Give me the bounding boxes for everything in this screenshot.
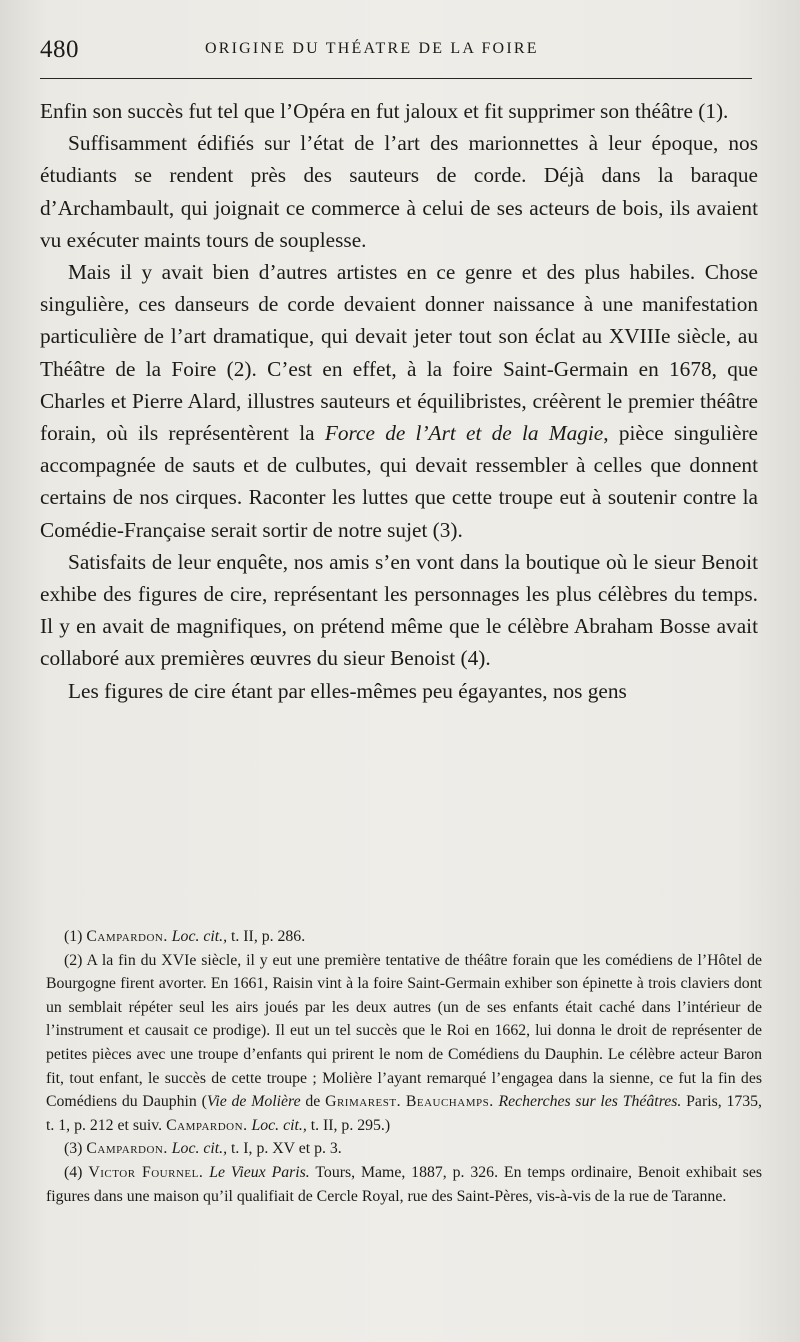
paragraph-5: Les figures de cire étant par elles-mêmes peu égayantes, nos gens bbox=[68, 678, 627, 703]
footnote-2-grimarest: Grimarest. bbox=[325, 1093, 402, 1111]
footnote-2-loc: Loc. cit., bbox=[251, 1116, 307, 1134]
footnote-3-author: Campardon. bbox=[86, 1140, 168, 1158]
footnote-2-de: de bbox=[300, 1093, 326, 1111]
footnote-1-number: (1) bbox=[64, 928, 83, 945]
paragraph-3-text-a: Mais il y avait bien d’autres artistes en ce genre et des plus habiles. Chose singulière, ces danseurs de corde devaient donner naissance à une manifestation particulière de l’art dramatique, qui devait jeter tout son éclat au XVIIIe siècle, au Théâtre de la Foire (2). C’est en effet, à la foire Saint-Germain en 1678, que Charles et Pierre Alard, illustres sauteurs et équilibristes, créèrent le premier théâtre forain, où ils représentèrent la bbox=[40, 260, 758, 446]
footnote-1-rest: t. II, p. 286. bbox=[227, 928, 306, 945]
footnote-1-author: Campardon. bbox=[86, 928, 168, 945]
footnote-3 bbox=[46, 1137, 762, 1161]
footnote-4-title: Le Vieux Paris. bbox=[209, 1163, 310, 1181]
page-number: 480 bbox=[40, 36, 79, 63]
footnote-2-vie: Vie de Molière bbox=[206, 1093, 301, 1111]
footnotes bbox=[46, 925, 762, 1208]
footnote-2-text-b: Paris, 1735, t. 1, p. 212 et suiv. bbox=[46, 1093, 763, 1134]
footnote-2-text-a: (2) A la fin du XVIe siècle, il y eut une première tentative de théâtre forain que les comédiens de l’Hôtel de Bourgogne firent avorter. En 1661, Raisin vint à la foire Saint-Germain exhiber son épinette à trois claviers dont un semblait répéter seul les airs joués par les deux autres (un de ses enfants était caché dans l’intérieur de l’instrument et causait ce prodige). Il eut un tel succès que le Roi en 1662, lui donna le droit de représenter de petites pièces avec une troupe d’enfants qui prirent le nom de Comédiens du Dauphin. Le célèbre acteur Baron fit, tout enfant, le succès de cette troupe ; Molière l’ayant remarqué l’engagea dans la sienne, ce fut la fin des Comédiens du Dauphin ( bbox=[46, 951, 762, 1111]
paragraph-3 bbox=[40, 256, 758, 546]
header-rule bbox=[40, 78, 752, 79]
running-head: ORIGINE DU THÉATRE DE LA FOIRE bbox=[205, 40, 539, 57]
footnote-4-rest: Tours, Mame, 1887, p. 326. En temps ordinaire, Benoit exhibait ses figures dans une maison qu’il qualifiait de Cercle Royal, rue des Saint-Pères, vis-à-vis de la rue de Taranne. bbox=[46, 1163, 762, 1205]
footnote-2-recherches: Recherches sur les Théâtres. bbox=[498, 1093, 682, 1111]
paragraph-3-text-b: , pièce singulière accompagnée de sauts et de culbutes, qui devait ressembler à celles que donnent certains de nos cirques. Raconter les luttes que cette troupe eut à soutenir contre la Comédie-Française serait sortir de notre sujet (3). bbox=[40, 421, 758, 542]
footnote-3-number: (3) bbox=[64, 1140, 83, 1158]
paragraph-1: Enfin son succès fut tel que l’Opéra en fut jaloux et fit supprimer son théâtre (1). bbox=[40, 99, 729, 123]
footnote-4-author: Victor Fournel. bbox=[88, 1163, 204, 1181]
footnote-3-citation: Loc. cit., bbox=[171, 1140, 228, 1158]
paragraph-4: Satisfaits de leur enquête, nos amis s’en vont dans la boutique où le sieur Benoit exhibe des figures de cire, représentant les personnages les plus célèbres du temps. Il y en avait de magnifiques, on prétend même que le célèbre Abraham Bosse avait collaboré aux premières œuvres du sieur Benoist (4). bbox=[40, 549, 758, 671]
footnote-2 bbox=[46, 949, 762, 1138]
footnote-3-rest: t. I, p. XV et p. 3. bbox=[227, 1140, 342, 1158]
main-text bbox=[40, 95, 758, 707]
footnote-2-text-c: t. II, p. 295.) bbox=[306, 1116, 391, 1134]
footnote-4 bbox=[46, 1161, 762, 1208]
play-title: Force de l’Art et de la Magie bbox=[324, 421, 604, 446]
footnote-2-beauchamps: Beauchamps. bbox=[405, 1093, 494, 1111]
footnote-2-campardon: Campardon. bbox=[166, 1116, 248, 1134]
paragraph-2: Suffisamment édifiés sur l’état de l’art des marionnettes à leur époque, nos étudiants se rendent près des sauteurs de corde. Déjà dans la baraque d’Archambault, qui joignait ce commerce à celui de ses acteurs de bois, ils avaient vu exécuter maints tours de souplesse. bbox=[40, 131, 758, 252]
footnote-4-number: (4) bbox=[64, 1163, 83, 1181]
page-header bbox=[40, 30, 760, 66]
footnote-1 bbox=[46, 925, 762, 949]
footnote-1-citation: Loc. cit., bbox=[171, 928, 228, 945]
